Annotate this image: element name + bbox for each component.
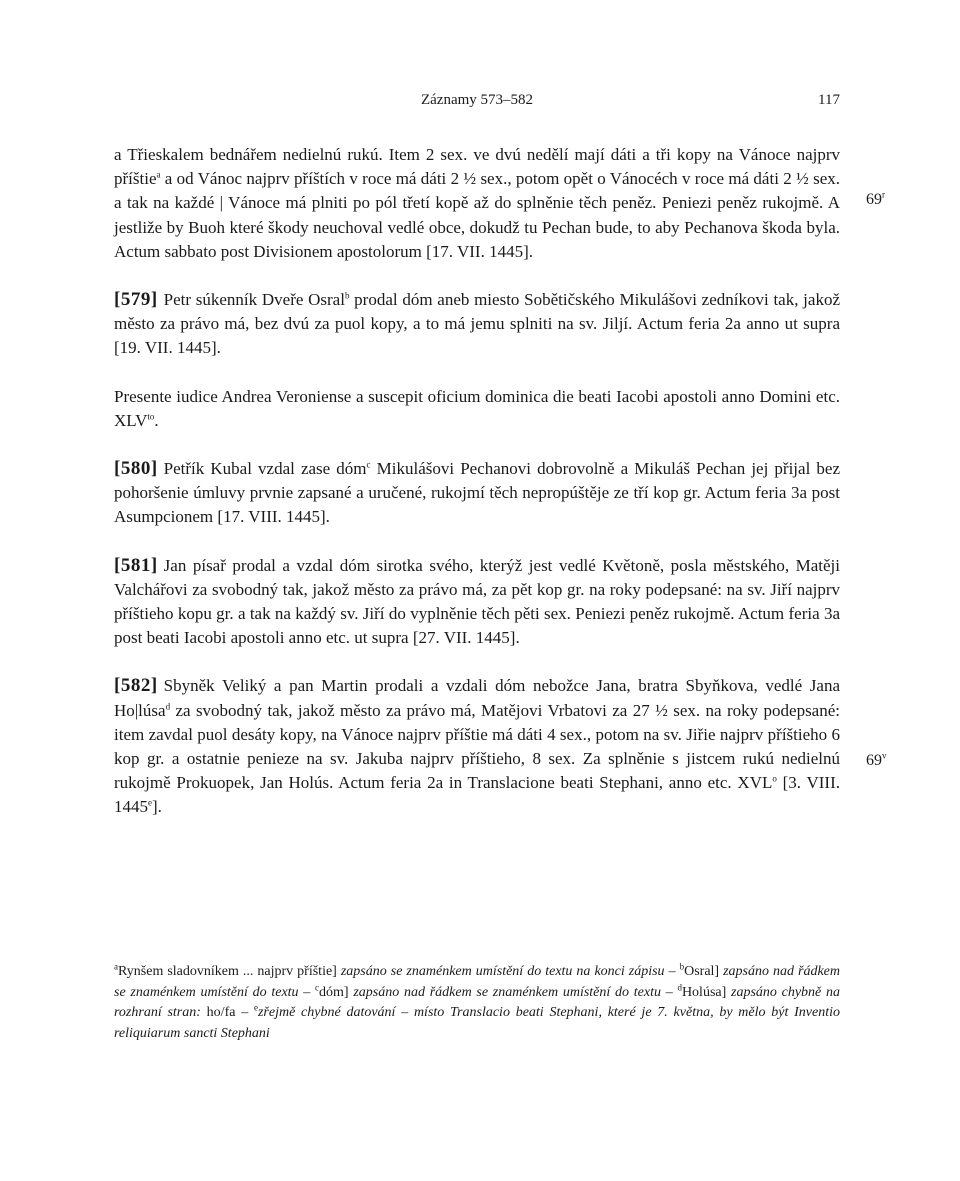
entry-number: [580]: [114, 458, 158, 480]
entry-number: [582]: [114, 675, 158, 697]
page-number: 117: [818, 92, 840, 108]
folio-marker-verso: 69$^v$: [866, 750, 887, 769]
entry-continuation: a Třieskalem bednářem nedielnú rukú. Item 2 sex. ve dvú nedělí mají dáti a tři kopy na Vánoce najprv příštie$^a$ a od Vánoc najprv příštích v roce má dáti 2 ½ sex., potom opět o Vánocéch v roce má dáti 2 ½ sex. a tak na každé | Vánoce má plniti po pól třetí kopě až do splněnie těch peněz. Peniezi peněz rukojmě. A jestliže by Buoh které škody neuchoval vedlé obce, dokudž tu Pechan bude, to aby Pechanova škoda byla. Actum sabbato post Divisionem apostolorum [17. VII. 1445].: [114, 145, 840, 261]
entry-582: [582] Sbyněk Veliký a pan Martin prodali a vzdali dóm nebožce Jana, bratra Sbyňkova, vedlé Jana Ho|lúsa$^d$ za svobodný tak, jakož město za právo má, Matějovi Vrbatovi za 27 ½ sex. na roky podepsané: item zavdal puol desáty kopy, na Vánoce najprv příštie má dáti 4 sex., potom na sv. Jiřie najprv příštieho 6 kop gr. a ostatnie penieze na sv. Jakuba najprv příštieho, 8 sex. Za splněnie s jistcem rukú nedielnú rukojmě Prokuopek, Jan Holús. Actum feria 2a in Translacione beati Stephani, anno etc. XVL$^o$ [3. VIII. 1445e].: [114, 675, 840, 817]
running-header: [114, 92, 840, 114]
entry-581: [581] Jan písař prodal a vzdal dóm sirotka svého, kterýž jest vedlé Květoně, posla městského, Matěji Valchářovi za svobodný tak, jakož město za právo má, za pět kop gr. na roky podepsané: na sv. Jiří najprv příštieho kopu gr. a tak na každý sv. Jiří do vyplněnie těch pěti sex. Peniezi peněz rukojmě. Actum feria 3a post beati Iacobi apostoli anno etc. ut supra [27. VII. 1445].: [114, 554, 840, 648]
main-text: [114, 143, 840, 820]
entry-number: [581]: [114, 554, 158, 576]
running-title: Záznamy 573–582: [420, 92, 534, 108]
entry-580: [580] Petřík Kubal vzdal zase dóm$^c$ Mikulášovi Pechanovi dobrovolně a Mikuláš Pechan jej přijal bez pohoršenie úmluvy prvnie zapsané a uručené, rukojmí těch nepropúštěje ze tří kop gr. Actum feria 3a post Asumpcionem [17. VIII. 1445].: [114, 458, 840, 527]
entry-number: [579]: [114, 289, 158, 311]
folio-marker-recto: 69$^r$: [866, 189, 885, 208]
presente-note: Presente iudice Andrea Veroniense a suscepit oficium dominica die beati Iacobi apostoli anno Domini etc. $XLV^{to}$.: [114, 386, 840, 430]
entry-579: [579] Petr súkenník Dveře Osral$^b$ prodal dóm aneb miesto Sobětičského Mikulášovi zedníkovi tak, jakož město za právo má, bez dvú za puol kopy, a to má jemu splniti na sv. Jiljí. Actum feria 2a anno ut supra [19. VII. 1445].: [114, 289, 840, 358]
footnotes: $^a$Rynšem sladovníkem ... najprv příštie] zapsáno se znaménkem umístění do textu na konci zápisu – $^b$Osral] zapsáno nad řádkem se znaménkem umístění do textu – $^c$dóm] zapsáno nad řádkem se znaménkem umístění do textu – $^d$Holúsa] zapsáno chybně na rozhraní stran: ho/fa – $^e$zřejmě chybné datování – místo Translacio beati Stephani, které je 7. května, by mělo být Inventio reliquiarum sancti Stephani: [114, 961, 841, 1041]
